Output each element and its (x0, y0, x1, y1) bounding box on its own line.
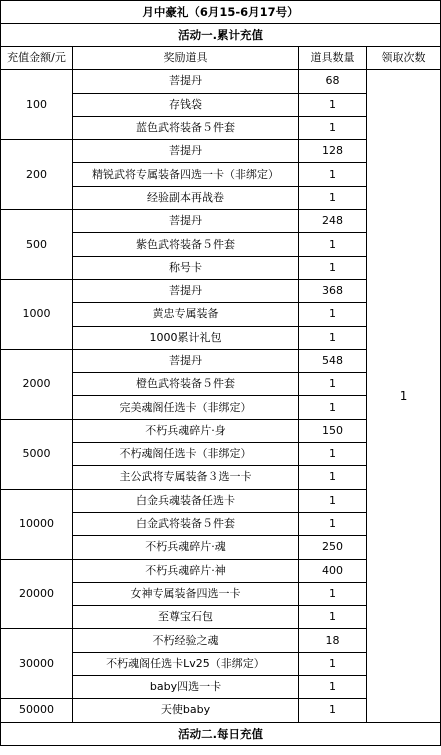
reward-item: 菩提丹 (73, 70, 299, 93)
reward-item: 菩提丹 (73, 140, 299, 163)
reward-item: 完美魂阁任选卡（非绑定） (73, 396, 299, 419)
reward-qty: 18 (299, 629, 367, 652)
reward-item: 白金武将装备５件套 (73, 512, 299, 535)
reward-item: 经验副本再战卷 (73, 186, 299, 209)
section1-title: 活动一.累计充值 (1, 24, 441, 47)
reward-item: 蓝色武将装备５件套 (73, 116, 299, 139)
reward-qty: 400 (299, 559, 367, 582)
reward-qty: 1 (299, 652, 367, 675)
tier-amount: 5000 (1, 419, 73, 489)
tier-amount: 1000 (1, 279, 73, 349)
reward-qty: 1 (299, 116, 367, 139)
reward-item: 精锐武将专属装备四选一卡（非绑定） (73, 163, 299, 186)
reward-qty: 1 (299, 93, 367, 116)
table-row (1, 70, 441, 93)
reward-qty: 1 (299, 699, 367, 722)
header-qty: 道具数量 (299, 47, 367, 70)
reward-qty: 548 (299, 349, 367, 372)
tier-amount: 30000 (1, 629, 73, 699)
reward-item: 不朽兵魂碎片·身 (73, 419, 299, 442)
tier-amount: 2000 (1, 349, 73, 419)
header-item: 奖励道具 (73, 47, 299, 70)
reward-item: 紫色武将装备５件套 (73, 233, 299, 256)
reward-item: 不朽魂阁任选卡（非绑定） (73, 443, 299, 466)
reward-item: 1000累计礼包 (73, 326, 299, 349)
page-title: 月中豪礼（6月15-6月17号） (1, 1, 441, 24)
reward-qty: 1 (299, 582, 367, 605)
reward-qty: 1 (299, 303, 367, 326)
reward-qty: 1 (299, 186, 367, 209)
header-row (1, 47, 441, 70)
reward-qty: 150 (299, 419, 367, 442)
reward-item: 至尊宝石包 (73, 606, 299, 629)
tier-amount: 100 (1, 70, 73, 140)
reward-item: 黄忠专属装备 (73, 303, 299, 326)
tier-amount: 500 (1, 210, 73, 280)
reward-qty: 1 (299, 396, 367, 419)
tier-amount: 200 (1, 140, 73, 210)
reward-item: 天使baby (73, 699, 299, 722)
reward-qty: 1 (299, 326, 367, 349)
reward-table-body (1, 1, 441, 746)
reward-item: 不朽魂阁任选卡Lv25（非绑定） (73, 652, 299, 675)
reward-qty: 250 (299, 536, 367, 559)
reward-item: baby四选一卡 (73, 676, 299, 699)
reward-item: 橙色武将装备５件套 (73, 373, 299, 396)
tier-amount: 20000 (1, 559, 73, 629)
claims-count: 1 (367, 70, 441, 722)
reward-qty: 1 (299, 443, 367, 466)
reward-qty: 1 (299, 606, 367, 629)
tier-amount: 50000 (1, 699, 73, 722)
reward-qty: 1 (299, 256, 367, 279)
reward-qty: 68 (299, 70, 367, 93)
reward-qty: 1 (299, 466, 367, 489)
reward-item: 主公武将专属装备３选一卡 (73, 466, 299, 489)
header-amount: 充值金额/元 (1, 47, 73, 70)
reward-item: 菩提丹 (73, 210, 299, 233)
reward-item: 不朽兵魂碎片·魂 (73, 536, 299, 559)
reward-item: 称号卡 (73, 256, 299, 279)
reward-qty: 1 (299, 489, 367, 512)
title-row (1, 1, 441, 24)
section-row (1, 24, 441, 47)
reward-qty: 368 (299, 279, 367, 302)
reward-qty: 1 (299, 512, 367, 535)
reward-item: 菩提丹 (73, 349, 299, 372)
reward-qty: 1 (299, 163, 367, 186)
section2-title: 活动二.每日充值 (1, 722, 441, 745)
reward-item: 不朽经验之魂 (73, 629, 299, 652)
reward-item: 菩提丹 (73, 279, 299, 302)
header-claims: 领取次数 (367, 47, 441, 70)
section-row (1, 722, 441, 745)
reward-qty: 128 (299, 140, 367, 163)
reward-qty: 1 (299, 373, 367, 396)
reward-qty: 1 (299, 676, 367, 699)
tier-amount: 10000 (1, 489, 73, 559)
reward-item: 不朽兵魂碎片·神 (73, 559, 299, 582)
reward-item: 存钱袋 (73, 93, 299, 116)
reward-item: 白金兵魂装备任选卡 (73, 489, 299, 512)
reward-qty: 1 (299, 233, 367, 256)
reward-qty: 248 (299, 210, 367, 233)
reward-item: 女神专属装备四选一卡 (73, 582, 299, 605)
